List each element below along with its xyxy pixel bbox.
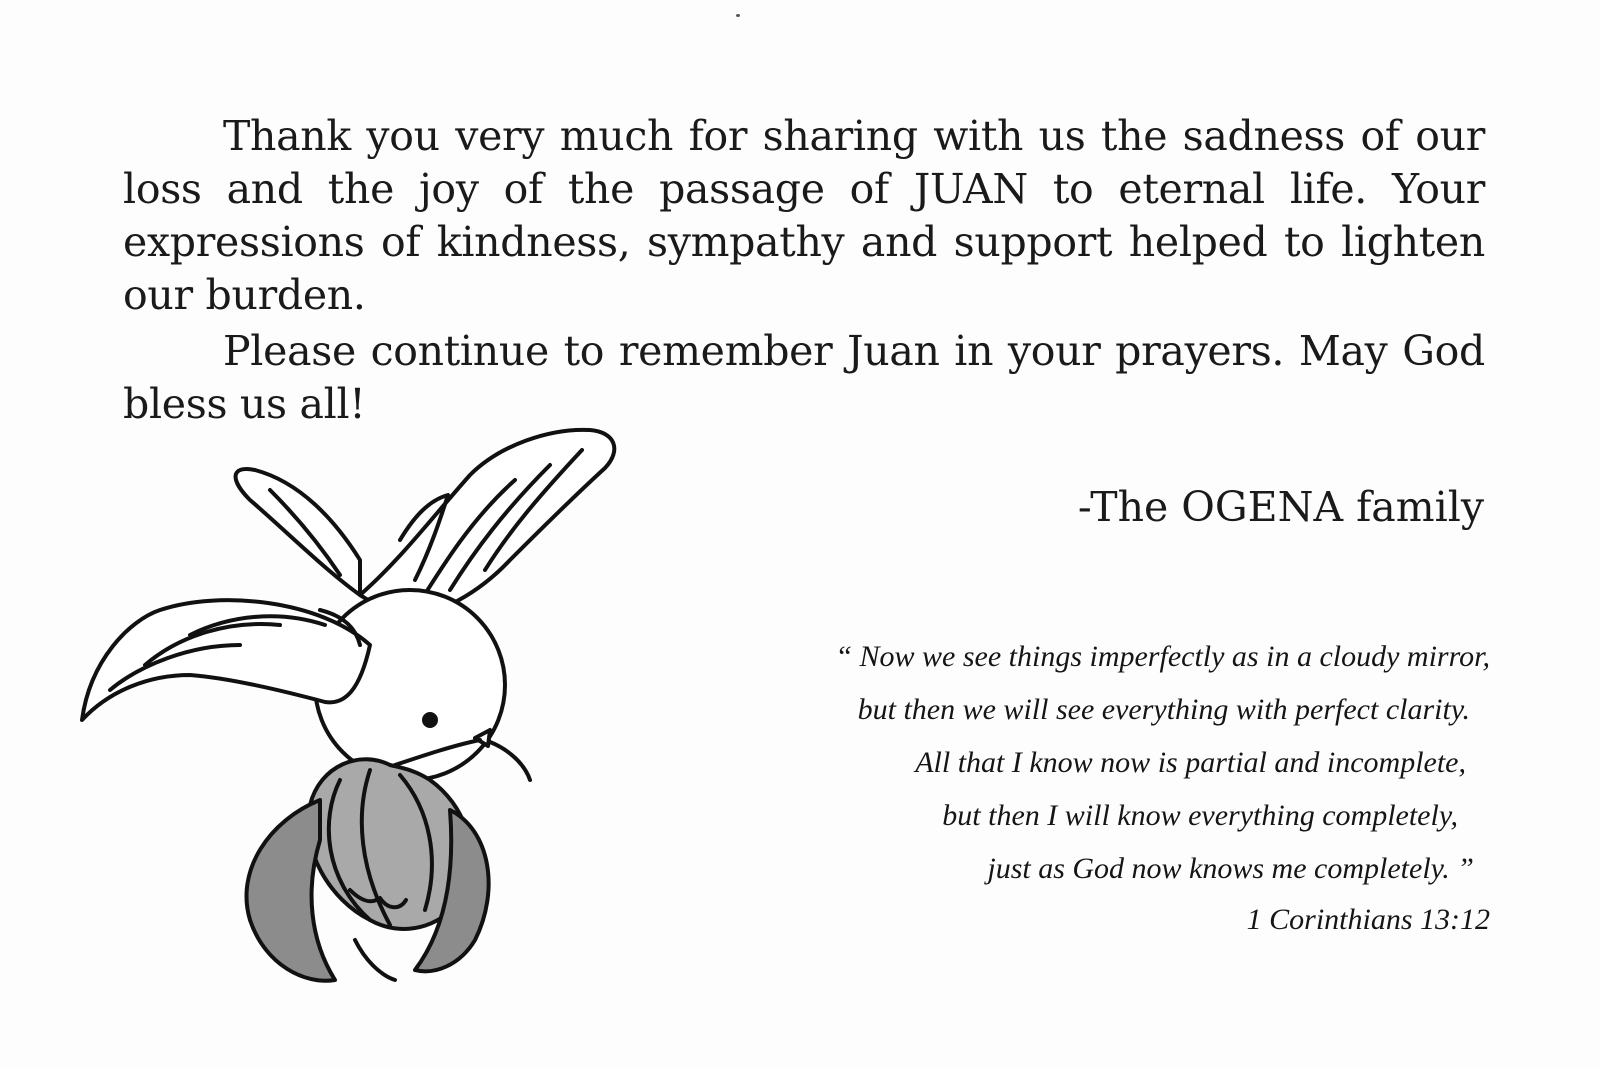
scan-speck <box>736 14 740 17</box>
verse-line: just as God now knows me completely. ” <box>987 852 1474 885</box>
family-signature: -The OGENA family <box>1077 483 1484 531</box>
verse-reference: 1 Corinthians 13:12 <box>1246 903 1490 936</box>
message-paragraph-1-text: Thank you very much for sharing with us the sadness of our loss and the joy of the passage of JUAN to eternal life. Your expressions of kindness, sympathy and support helped to lighten our burden. <box>123 112 1485 319</box>
message-paragraph-1 <box>123 110 1485 322</box>
scripture-verse <box>490 630 1490 946</box>
verse-line: but then we will see everything with perfect clarity. <box>857 693 1470 726</box>
verse-line: but then I will know everything completely, <box>942 799 1458 832</box>
verse-line: “ Now we see things imperfectly as in a cloudy mirror, <box>835 640 1490 673</box>
message-paragraph-2 <box>123 325 1485 431</box>
message-paragraph-2-text: Please continue to remember Juan in your prayers. May God bless us all! <box>123 327 1485 428</box>
verse-line: All that I know now is partial and incomplete, <box>915 746 1466 779</box>
